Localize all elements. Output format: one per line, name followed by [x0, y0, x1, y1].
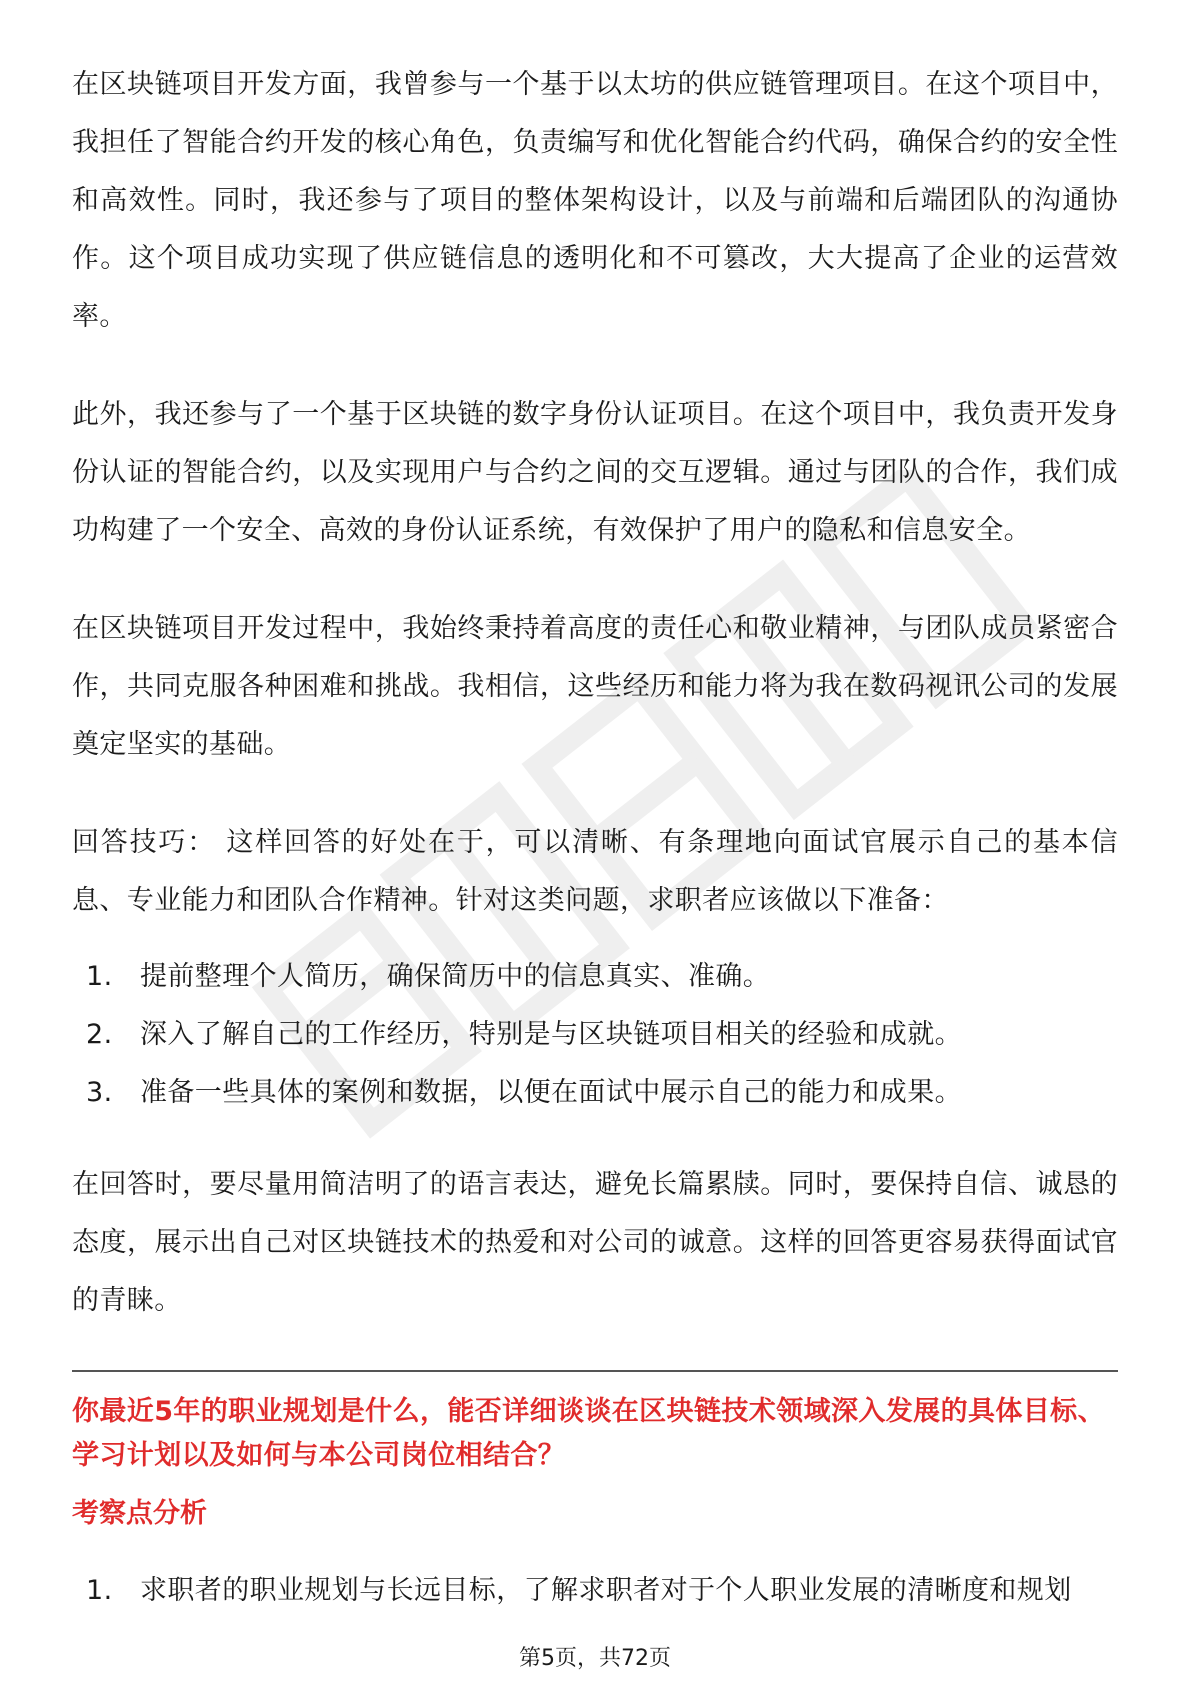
- list-item: [72, 1006, 1118, 1064]
- analysis-heading: 考察点分析: [72, 1498, 207, 1529]
- prep-list: [72, 948, 1118, 1122]
- list-item-number: 1.: [86, 961, 113, 992]
- list-item-text: 提前整理个人简历，确保简历中的信息真实、准确。: [140, 961, 771, 992]
- list-item: [72, 1562, 1118, 1620]
- list-item-text: 深入了解自己的工作经历，特别是与区块链项目相关的经验和成就。: [140, 1019, 962, 1050]
- paragraph-answer-tips: 回答技巧： 这样回答的好处在于，可以清晰、有条理地向面试官展示自己的基本信息、专业能力和团队合作精神。针对这类问题，求职者应该做以下准备：: [72, 827, 1118, 916]
- analysis-list: [72, 1562, 1118, 1620]
- list-item: [72, 948, 1118, 1006]
- list-item-number: 1.: [86, 1575, 113, 1606]
- paragraph-identity-project: 此外，我还参与了一个基于区块链的数字身份认证项目。在这个项目中，我负责开发身份认证的智能合约，以及实现用户与合约之间的交互逻辑。通过与团队的合作，我们成功构建了一个安全、高效的身份认证系统，有效保护了用户的隐私和信息安全。: [72, 399, 1118, 546]
- list-item-number: 2.: [86, 1019, 113, 1050]
- list-item-number: 3.: [86, 1077, 113, 1108]
- page-content: [72, 56, 1118, 1654]
- list-item: [72, 1064, 1118, 1122]
- page-number-footer: 第5页，共72页: [519, 1646, 671, 1671]
- paragraph-supply-chain-project: 在区块链项目开发方面，我曾参与一个基于以太坊的供应链管理项目。在这个项目中，我担任了智能合约开发的核心角色，负责编写和优化智能合约代码，确保合约的安全性和高效性。同时，我还参与了项目的整体架构设计，以及与前端和后端团队的沟通协作。这个项目成功实现了供应链信息的透明化和不可篡改，大大提高了企业的运营效率。: [72, 69, 1118, 332]
- paragraph-closing-statement: 在区块链项目开发过程中，我始终秉持着高度的责任心和敬业精神，与团队成员紧密合作，共同克服各种困难和挑战。我相信，这些经历和能力将为我在数码视讯公司的发展奠定坚实的基础。: [72, 613, 1118, 760]
- paragraph-answer-advice: 在回答时，要尽量用简洁明了的语言表达，避免长篇累牍。同时，要保持自信、诚恳的态度，展示出自己对区块链技术的热爱和对公司的诚意。这样的回答更容易获得面试官的青睐。: [72, 1169, 1118, 1316]
- section-divider: [72, 1370, 1118, 1372]
- next-question-title: 你最近5年的职业规划是什么，能否详细谈谈在区块链技术领域深入发展的具体目标、学习计划以及如何与本公司岗位相结合？: [72, 1396, 1105, 1471]
- list-item-text: 求职者的职业规划与长远目标，了解求职者对于个人职业发展的清晰度和规划: [140, 1575, 1072, 1606]
- list-item-text: 准备一些具体的案例和数据，以便在面试中展示自己的能力和成果。: [140, 1077, 962, 1108]
